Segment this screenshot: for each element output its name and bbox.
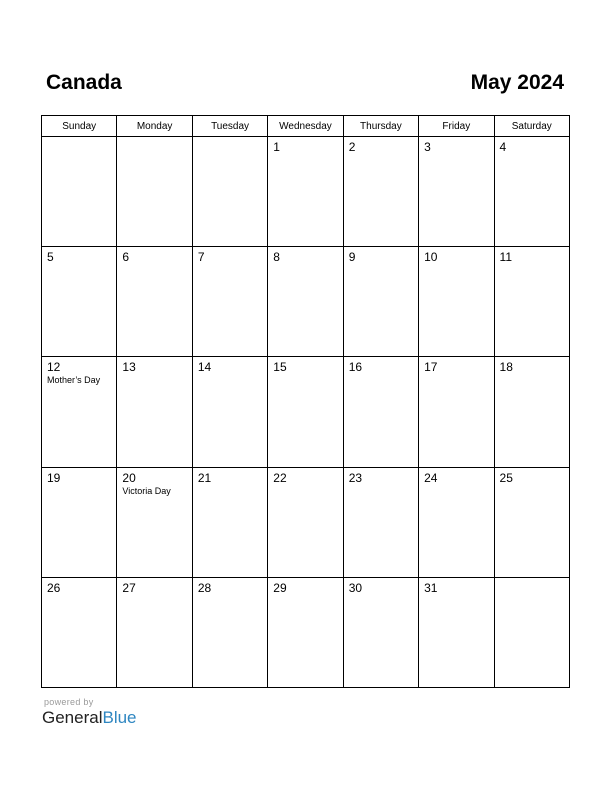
day-cell (419, 577, 494, 687)
brand-logo[interactable] (42, 708, 137, 728)
weekday-header: Saturday (494, 116, 569, 137)
week-row (42, 577, 570, 687)
day-cell (343, 577, 418, 687)
day-number: 20 (122, 470, 136, 485)
day-number: 25 (499, 470, 513, 485)
day-cell (268, 577, 343, 687)
day-cell (343, 467, 418, 577)
day-number: 14 (197, 360, 212, 375)
day-cell (42, 357, 117, 467)
day-number: 22 (273, 470, 287, 485)
day-cell (42, 137, 117, 247)
day-number: 9 (348, 250, 356, 265)
day-cell (42, 467, 117, 577)
day-number: 15 (273, 360, 287, 375)
weekday-header: Monday (117, 116, 192, 137)
day-number: 16 (348, 360, 363, 375)
day-cell (494, 137, 569, 247)
day-number: 8 (273, 250, 280, 265)
day-number: 27 (122, 580, 136, 595)
day-number: 2 (348, 140, 356, 154)
weekday-header: Tuesday (192, 116, 267, 137)
day-cell (192, 247, 267, 357)
powered-by-text: powered by (44, 697, 94, 707)
day-number: 10 (424, 250, 438, 265)
holiday-label: Mother’s Day (47, 375, 101, 386)
day-cell (343, 357, 418, 467)
month-year-title: May 2024 (470, 71, 564, 94)
day-number: 11 (499, 250, 512, 265)
day-number: 26 (47, 580, 61, 595)
day-cell (343, 247, 418, 357)
day-cell (494, 357, 569, 467)
day-number: 21 (197, 470, 212, 485)
day-number: 23 (348, 470, 363, 485)
week-row (42, 357, 570, 467)
brand-name-blue: Blue (102, 708, 137, 727)
day-number: 12 (47, 360, 61, 375)
day-number: 3 (424, 140, 431, 154)
weekday-header-row (42, 116, 570, 137)
day-number: 28 (197, 580, 212, 595)
day-number: 4 (499, 140, 507, 154)
day-cell (192, 577, 267, 687)
day-number: 18 (499, 360, 513, 375)
day-number: 6 (122, 250, 130, 265)
day-number: 17 (424, 360, 438, 375)
day-number: 31 (424, 580, 438, 595)
day-cell (419, 247, 494, 357)
day-number: 29 (273, 580, 287, 595)
day-cell (268, 137, 343, 247)
day-number: 5 (47, 250, 54, 265)
day-cell (343, 137, 418, 247)
day-number: 24 (424, 470, 438, 485)
calendar-grid (41, 115, 570, 688)
day-cell (117, 467, 192, 577)
day-number: 19 (47, 470, 61, 485)
day-number: 13 (122, 360, 136, 375)
day-cell (42, 247, 117, 357)
day-number: 1 (273, 140, 280, 154)
day-cell (419, 357, 494, 467)
day-cell (117, 137, 192, 247)
day-cell (419, 467, 494, 577)
day-cell (268, 357, 343, 467)
day-cell (192, 137, 267, 247)
week-row (42, 137, 570, 247)
day-cell (42, 577, 117, 687)
weekday-header: Friday (419, 116, 494, 137)
weekday-header: Thursday (343, 116, 418, 137)
day-cell (117, 577, 192, 687)
brand-name-general: General (42, 708, 103, 727)
week-row (42, 247, 570, 357)
day-number: 7 (197, 250, 205, 265)
day-cell (494, 247, 569, 357)
day-cell (117, 247, 192, 357)
week-row (42, 467, 570, 577)
day-cell (268, 467, 343, 577)
day-cell (419, 137, 494, 247)
day-cell (192, 357, 267, 467)
day-cell (494, 467, 569, 577)
day-cell (192, 467, 267, 577)
weekday-header: Sunday (42, 116, 117, 137)
country-title: Canada (46, 71, 122, 94)
day-cell (494, 577, 569, 687)
day-cell (268, 247, 343, 357)
holiday-label: Victoria Day (122, 485, 171, 496)
weekday-header: Wednesday (268, 116, 343, 137)
day-number: 30 (348, 580, 363, 595)
day-cell (117, 357, 192, 467)
